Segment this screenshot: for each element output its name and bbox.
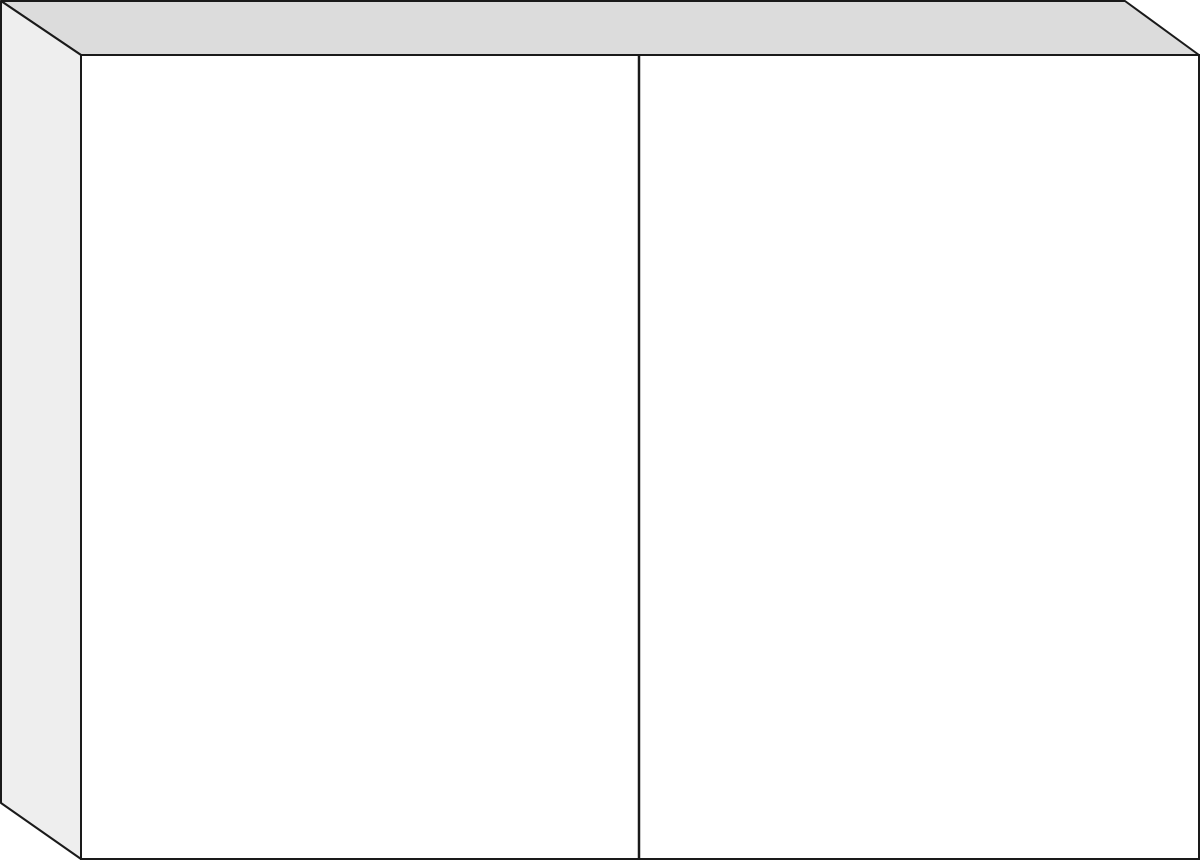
box-top-face xyxy=(1,1,1199,55)
left-panel xyxy=(82,56,638,858)
box-side-face xyxy=(1,1,81,859)
right-panel xyxy=(640,56,1198,858)
